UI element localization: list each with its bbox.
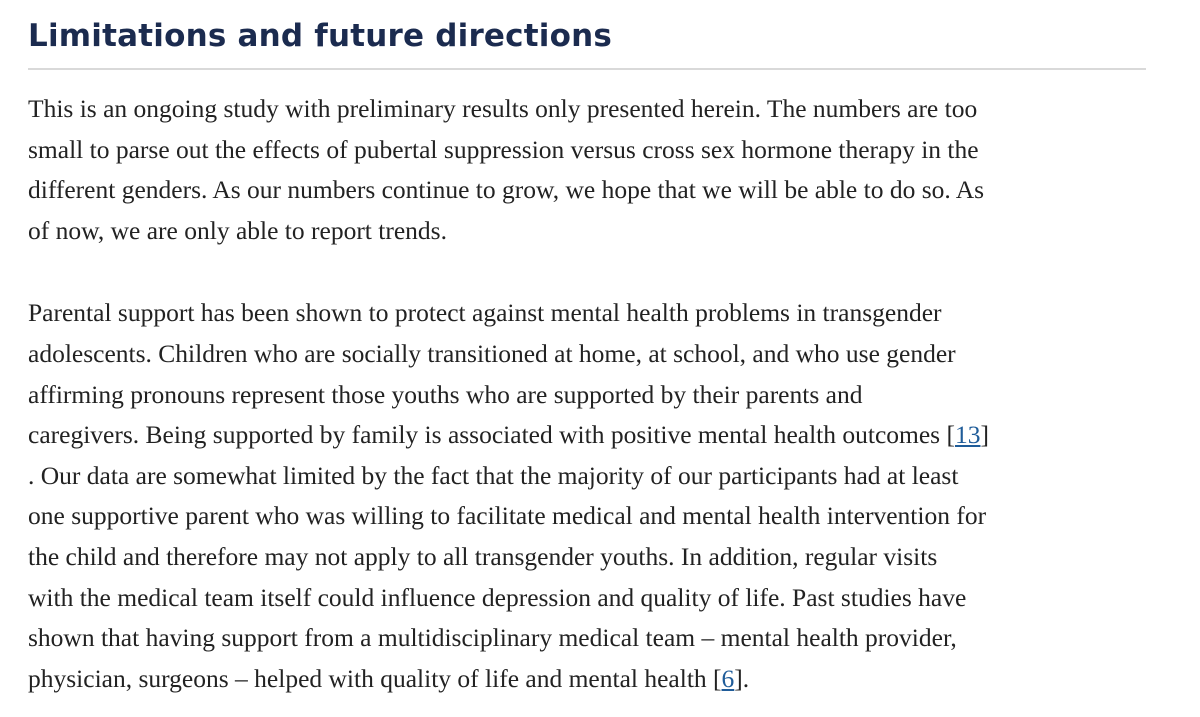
citation-link-6[interactable]: 6 (721, 663, 735, 693)
text-line: adolescents. Children who are socially transitioned at home, at school, and who use gender (28, 338, 956, 368)
citation-link-13[interactable]: 13 (954, 420, 981, 450)
text-line: the child and therefore may not apply to all transgender youths. In addition, regular visits (28, 541, 938, 571)
text-line-with-citation (28, 415, 1153, 456)
text-line: shown that having support from a multidisciplinary medical team – mental health provider, (28, 623, 957, 653)
text-segment: caregivers. Being supported by family is associated with positive mental health outcomes [ (28, 420, 955, 450)
paragraph-parental-support (28, 293, 1153, 699)
article-section (28, 0, 1148, 699)
text-line: small to parse out the effects of pubertal suppression versus cross sex hormone therapy in the (28, 134, 979, 164)
paragraph-limitations (28, 89, 1153, 251)
text-line: affirming pronouns represent those youths who are supported by their parents and (28, 379, 863, 409)
text-line: one supportive parent who was willing to facilitate medical and mental health intervention for (28, 501, 987, 531)
section-divider (28, 68, 1146, 70)
text-line: of now, we are only able to report trends. (28, 215, 447, 245)
text-line: with the medical team itself could influence depression and quality of life. Past studies have (28, 582, 967, 612)
text-line: . Our data are somewhat limited by the fact that the majority of our participants had at least (28, 460, 959, 490)
text-segment: physician, surgeons – helped with quality of life and mental health [ (28, 663, 722, 693)
text-line: Parental support has been shown to protect against mental health problems in transgender (28, 298, 942, 328)
text-line: different genders. As our numbers continue to grow, we hope that we will be able to do so. As (28, 175, 985, 205)
text-segment: ]. (734, 663, 750, 693)
text-segment: ] (980, 420, 989, 450)
text-line-with-citation (28, 659, 1153, 700)
section-heading: Limitations and future directions (28, 18, 612, 54)
text-line: This is an ongoing study with preliminary results only presented herein. The numbers are too (28, 94, 978, 123)
